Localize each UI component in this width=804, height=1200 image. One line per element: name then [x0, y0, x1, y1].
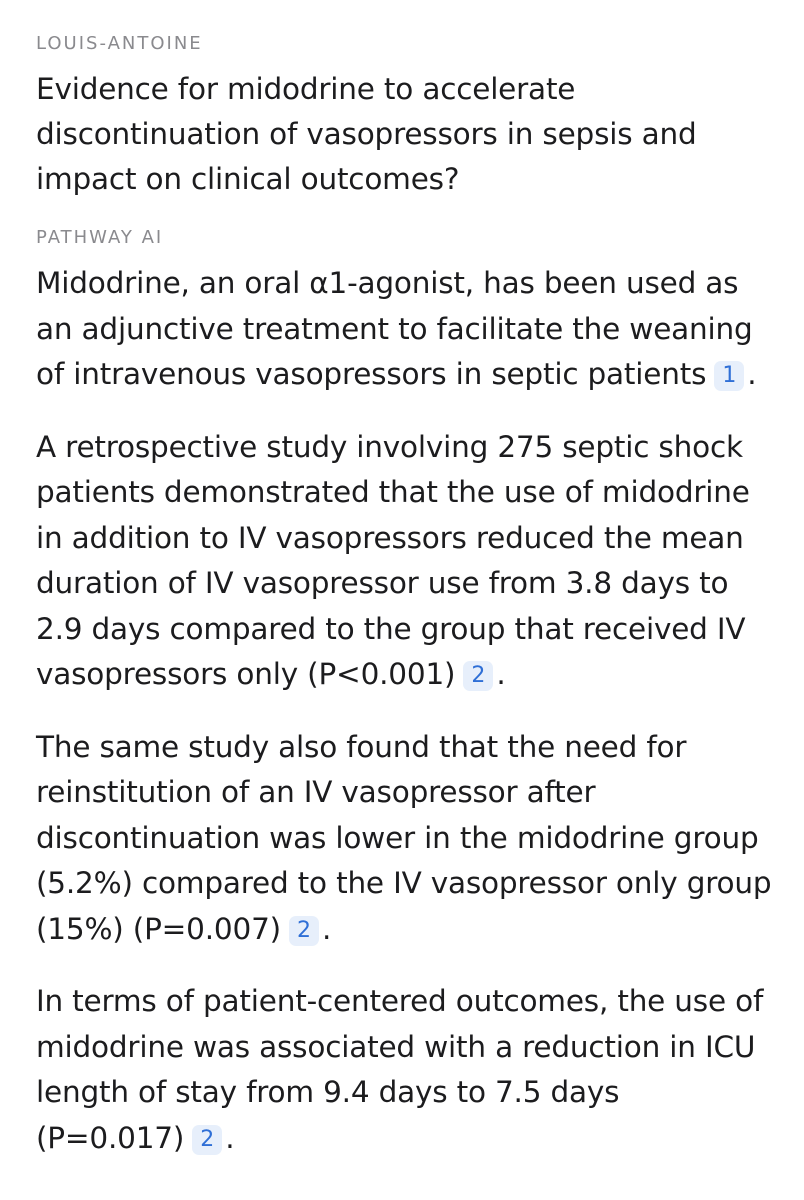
ai-answer: [36, 261, 776, 1161]
citation-badge[interactable]: 2: [192, 1125, 222, 1155]
answer-paragraph: [36, 979, 776, 1161]
ai-name-label: PATHWAY AI: [36, 227, 164, 248]
paragraph-end: .: [321, 911, 332, 946]
citation-badge[interactable]: 2: [289, 916, 319, 946]
paragraph-text: Midodrine, an oral α1-agonist, has been used as an adjunctive treatment to facilitate the weaning of intravenous vasopressors in septic patients: [36, 266, 753, 391]
paragraph-text: The same study also found that the need for reinstitution of an IV vasopressor after discontinuation was lower in the midodrine group (5.2%) compared to the IV vasopressor only group (15%) (P=0.007): [36, 729, 772, 946]
paragraph-text: A retrospective study involving 275 septic shock patients demonstrated that the use of midodrine in addition to IV vasopressors reduced the mean duration of IV vasopressor use from 3.8 days to 2.9 days compared to the group that received IV vasopressors only (P<0.001): [36, 429, 750, 691]
paragraph-text: In terms of patient-centered outcomes, the use of midodrine was associated with a reduction in ICU length of stay from 9.4 days to 7.5 days (P=0.017): [36, 984, 764, 1155]
answer-paragraph: [36, 725, 776, 953]
citation-badge[interactable]: 1: [714, 361, 744, 391]
answer-paragraph: [36, 425, 776, 698]
conversation-thread: [36, 0, 776, 1188]
answer-paragraph: [36, 261, 776, 398]
paragraph-end: .: [747, 357, 757, 391]
user-name-label: LOUIS-ANTOINE: [36, 33, 203, 54]
paragraph-end: .: [496, 657, 506, 691]
citation-badge[interactable]: 2: [463, 661, 493, 691]
user-question: Evidence for midodrine to accelerate discontinuation of vasopressors in sepsis and impact on clinical outcomes?: [36, 72, 697, 196]
paragraph-end: .: [225, 1120, 235, 1155]
